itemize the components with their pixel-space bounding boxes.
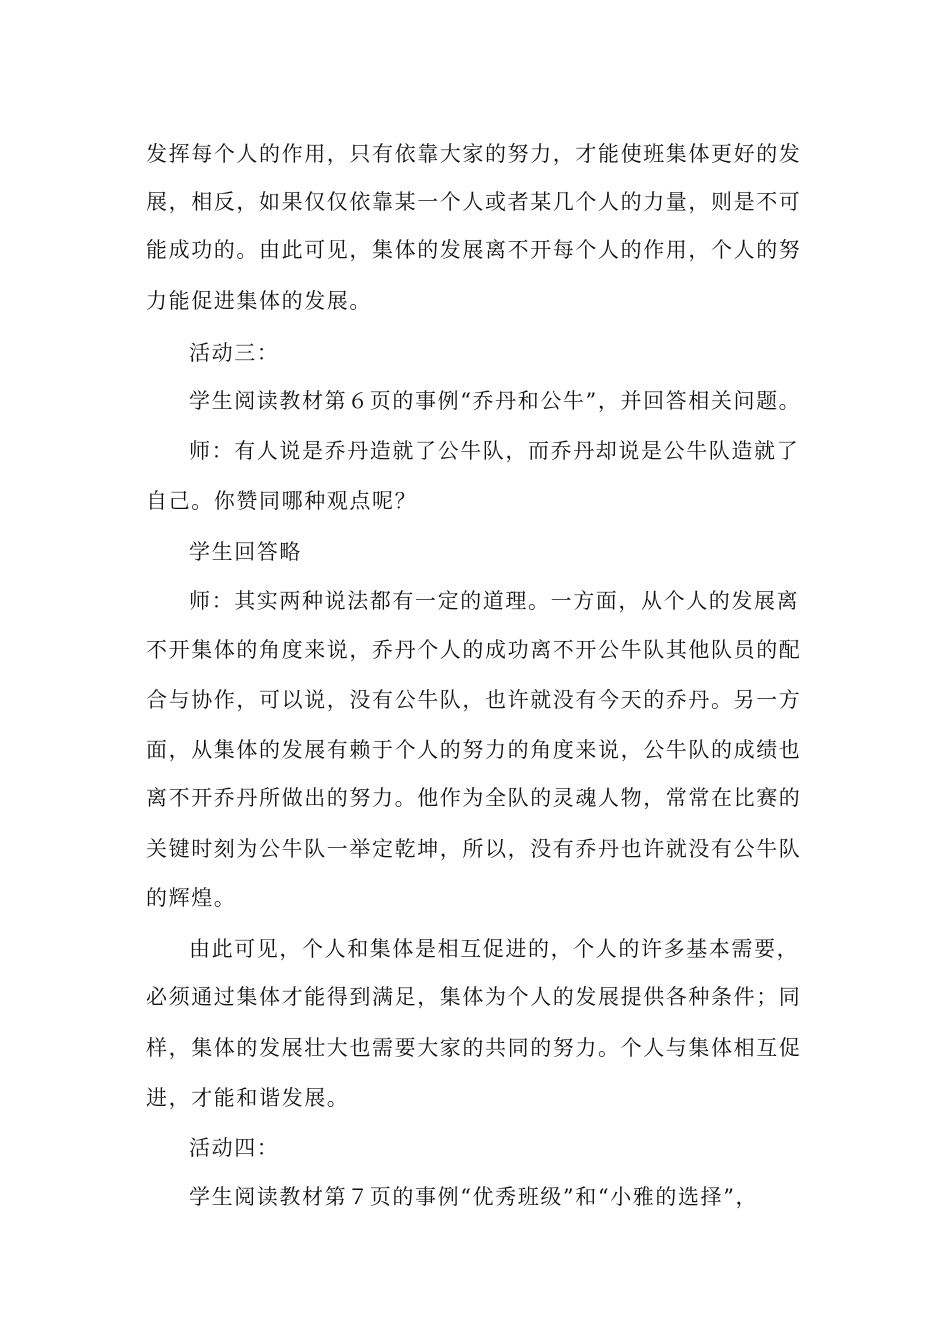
text-line: 展，相反，如果仅仅依靠某一个人或者某几个人的力量，则是不可	[146, 190, 802, 214]
text-line: 自己。你赞同哪种观点呢？	[146, 489, 418, 513]
text-line: 发挥每个人的作用，只有依靠大家的努力，才能使班集体更好的发	[146, 142, 802, 166]
text-line: 关键时刻为公牛队一举定乾坤，所以，没有乔丹也许就没有公牛队	[146, 837, 802, 861]
text-line: 合与协作，可以说，没有公牛队，也许就没有今天的乔丹。另一方	[146, 688, 802, 712]
text-line: 师：其实两种说法都有一定的道理。一方面，从个人的发展离	[189, 589, 800, 613]
text-line: 不开集体的角度来说，乔丹个人的成功离不开公牛队其他队员的配	[146, 638, 802, 662]
text-line: 必须通过集体才能得到满足，集体为个人的发展提供各种条件；同	[146, 985, 802, 1009]
text-line: 师：有人说是乔丹造就了公牛队，而乔丹却说是公牛队造就了	[189, 439, 800, 463]
text-line: 学生回答略	[189, 540, 302, 564]
text-line: 样，集体的发展壮大也需要大家的共同的努力。个人与集体相互促	[146, 1036, 802, 1060]
text-line: 面，从集体的发展有赖于个人的努力的角度来说，公牛队的成绩也	[146, 738, 802, 762]
text-line: 活动三：	[189, 341, 280, 365]
text-line: 能成功的。由此可见，集体的发展离不开每个人的作用，个人的努	[146, 238, 802, 262]
text-line: 离不开乔丹所做出的努力。他作为全队的灵魂人物，常常在比赛的	[146, 786, 802, 810]
text-line: 的辉煌。	[146, 886, 237, 910]
text-line: 由此可见，个人和集体是相互促进的，个人的许多基本需要，	[189, 937, 800, 961]
text-line: 力能促进集体的发展。	[146, 289, 372, 313]
text-line: 学生阅读教材第６页的事例“乔丹和公牛”，并回答相关问题。	[189, 389, 802, 413]
text-line: 学生阅读教材第７页的事例“优秀班级”和“小雅的选择”，	[189, 1185, 759, 1209]
text-line: 进，才能和谐发展。	[146, 1086, 350, 1110]
text-line: 活动四：	[189, 1136, 280, 1160]
